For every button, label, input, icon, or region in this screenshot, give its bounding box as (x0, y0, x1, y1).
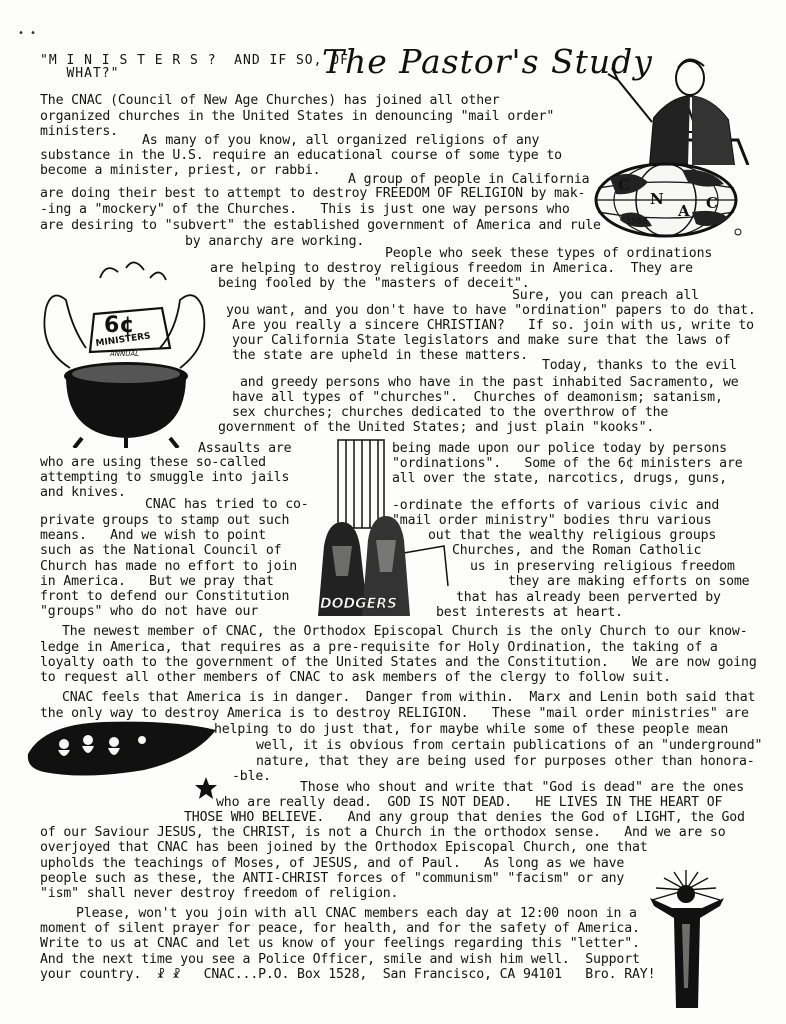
text-line: THOSE WHO BELIEVE. And any group that denies the God of LIGHT, the God (184, 810, 745, 825)
text-line: Please, won't you join with all CNAC members each day at 12:00 noon in a (76, 906, 637, 921)
globe-letter-n: N (650, 190, 664, 208)
text-line: means. And we wish to point (40, 528, 266, 543)
text-line: -ing a "mockery" of the Churches. This is just one way persons who (40, 202, 570, 217)
text-line: all over the state, narcotics, drugs, guns, (392, 471, 727, 486)
margin-marks: • • (18, 28, 37, 39)
text-line: nature, that they are being used for purposes other than honora- (256, 754, 755, 769)
text-line: sex churches; churches dedicated to the overthrow of the (232, 405, 669, 420)
text-line: Are you really a sincere CHRISTIAN? If so. join with us, write to (232, 318, 754, 333)
text-line: CNAC feels that America is in danger. Danger from within. Marx and Lenin both said that (62, 690, 756, 705)
text-line: the state are upheld in these matters. (232, 348, 529, 363)
text-line: by anarchy are working. (185, 234, 365, 249)
text-line: and knives. (40, 485, 126, 500)
text-line: "ordinations". Some of the 6¢ ministers are (392, 456, 743, 471)
text-line: ministers. (40, 124, 118, 139)
text-line: being made upon our police today by persons (392, 441, 727, 456)
text-line: private groups to stamp out such (40, 513, 290, 528)
witches-cauldron-cartoon (30, 248, 220, 448)
text-line: "groups" who do not have our (40, 604, 259, 619)
text-line: government of the United States; and just plain "kooks". (218, 420, 655, 435)
pastor-illustration (588, 40, 758, 165)
text-line: in America. But we pray that (40, 574, 274, 589)
text-line: and greedy persons who have in the past inhabited Sacramento, we (240, 375, 739, 390)
masthead-title: The Pastor's Study (322, 42, 653, 81)
globe-letter-c1: C (618, 176, 630, 194)
text-line: The newest member of CNAC, the Orthodox Episcopal Church is the only Church to our know- (62, 624, 748, 639)
text-line: CNAC has tried to co- (145, 497, 309, 512)
text-line: People who seek these types of ordinations (385, 246, 713, 261)
radiant-christ-illustration (644, 868, 728, 1008)
text-line: substance in the U.S. require an educational course of some type to (40, 148, 562, 163)
text-line: Churches, and the Roman Catholic (452, 543, 702, 558)
text-line: your country. ☧ ☧ CNAC...P.O. Box 1528, San Francisco, CA 94101 Bro. RAY! (40, 967, 656, 982)
text-line: upholds the teachings of Moses, of JESUS, and of Paul. As long as we have (40, 856, 625, 871)
text-line: that has already been perverted by (456, 590, 721, 605)
cauldron-ministers-label: MINISTERS (95, 331, 152, 349)
text-line: you want, and you don't have to have "ordination" papers to do that. (226, 303, 756, 318)
text-line: well, it is obvious from certain publications of an "underground" (256, 738, 763, 753)
text-line: are doing their best to attempt to destroy FREEDOM OF RELIGION by mak- (40, 186, 586, 201)
cauldron-annual-label: ANNUAL (110, 350, 140, 358)
demons-banner-illustration (24, 718, 220, 780)
text-line: us in preserving religious freedom (470, 559, 735, 574)
text-line: Church has made no effort to join (40, 559, 298, 574)
text-line: The CNAC (Council of New Age Churches) has joined all other (40, 93, 500, 108)
text-line: the only way to destroy America is to destroy RELIGION. These "mail order ministries" are (40, 706, 749, 721)
text-line: -ordinate the efforts of various civic and (392, 498, 720, 513)
text-line: are helping to destroy religious freedom in America. They are (210, 261, 693, 276)
cnac-globe-seal (592, 160, 744, 242)
text-line: loyalty oath to the government of the United States and the Constitution. We are now going (40, 655, 757, 670)
text-line: Write to us at CNAC and let us know of your feelings regarding this "letter". (40, 936, 640, 951)
text-line: And the next time you see a Police Officer, smile and wish him well. Support (40, 952, 640, 967)
text-line: they are making efforts on some (508, 574, 750, 589)
text-line: attempting to smuggle into jails (40, 470, 290, 485)
text-line: people such as these, the ANTI-CHRIST forces of "communism" "facism" or any (40, 871, 625, 886)
text-line: are desiring to "subvert" the established government of America and rule (40, 218, 601, 233)
globe-letter-c2: C (706, 194, 718, 212)
text-line: of our Saviour JESUS, the CHRIST, is not a Church in the orthodox sense. And we are so (40, 825, 726, 840)
text-line: Those who shout and write that "God is dead" are the ones (300, 780, 745, 795)
text-line: become a minister, priest, or rabbi. (40, 163, 321, 178)
text-line: Sure, you can preach all (512, 288, 699, 303)
text-line: "ism" shall never destroy freedom of religion. (40, 886, 399, 901)
globe-letter-a: A (678, 202, 690, 220)
text-line: moment of silent prayer for peace, for health, and for the safety of America. (40, 921, 640, 936)
text-line: ledge in America, that requires as a pre-requisite for Holy Ordination, the taking of a (40, 640, 718, 655)
text-line: who are really dead. GOD IS NOT DEAD. HE LIVES IN THE HEART OF (216, 795, 723, 810)
text-line: overjoyed that CNAC has been joined by the Orthodox Episcopal Church, one that (40, 840, 648, 855)
dodgers-sign: DODGERS (320, 596, 398, 612)
text-line: Today, thanks to the evil (542, 358, 737, 373)
text-line: "mail order ministry" bodies thru various (392, 513, 712, 528)
text-line: front to defend our Constitution (40, 589, 290, 604)
headline-line-2: WHAT?" (40, 66, 120, 81)
text-line: Assaults are (198, 441, 292, 456)
text-line: being fooled by the "masters of deceit". (218, 276, 530, 291)
text-line: best interests at heart. (436, 605, 623, 620)
text-line: A group of people in California (348, 172, 590, 187)
text-line: helping to do just that, for maybe while some of these people mean (214, 722, 729, 737)
text-line: As many of you know, all organized religions of any (142, 133, 540, 148)
text-line: such as the National Council of (40, 543, 282, 558)
text-line: your California State legislators and make sure that the laws of (232, 333, 731, 348)
cauldron-price-label: 6¢ (104, 313, 135, 338)
text-line: to request all other members of CNAC to ask members of the clergy to follow suit. (40, 670, 671, 685)
text-line: have all types of "churches". Churches of deamonism; satanism, (232, 390, 723, 405)
text-line: who are using these so-called (40, 455, 266, 470)
globe-year: 1968 (626, 217, 648, 227)
text-line: out that the wealthy religious groups (428, 528, 717, 543)
headline-line-1: "M I N I S T E R S ? AND IF SO, OF (40, 53, 349, 68)
text-line: organized churches in the United States in denouncing "mail order" (40, 109, 555, 124)
star-icon (194, 776, 218, 800)
text-line: -ble. (232, 769, 271, 784)
